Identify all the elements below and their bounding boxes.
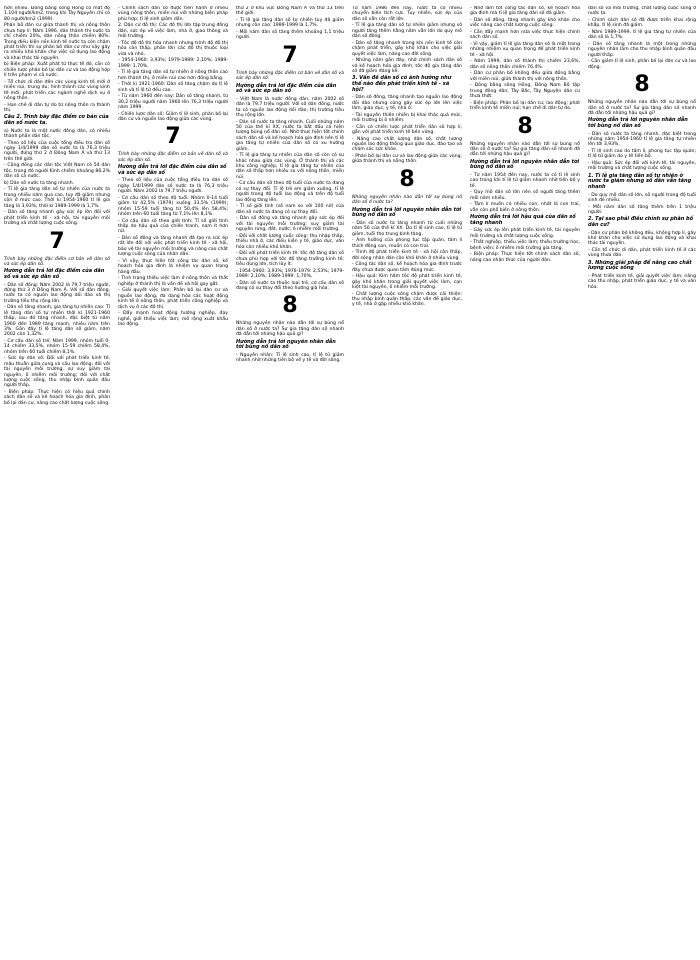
paragraph: - Nguyên nhân: Tỉ lệ sinh cao, tỉ lệ tử giảm nhanh nhờ những tiến bộ về y tế và đời sống.	[236, 352, 344, 364]
paragraph: b) Dân số nước ta tăng nhanh.	[4, 180, 75, 186]
text-column-1	[4, 6, 110, 956]
paragraph: - Do quy mô dân số lớn, số người trong độ tuổi sinh đẻ nhiều.	[588, 192, 696, 204]
paragraph: - Năm 1999, dân số thành thị chiếm 23,6%, dân số nông thôn chiếm 76,4%.	[470, 59, 580, 70]
text-column-6	[588, 6, 696, 956]
paragraph: - Chính sách dân số đã được triển khai rộng khắp, tỉ lệ sinh đã giảm.	[588, 18, 696, 29]
text-column-2	[118, 6, 228, 956]
paragraph: dân số và môi trường, chất lượng cuộc sống ở nước ta.	[588, 6, 696, 17]
paragraph: - Việt Nam là nước đông dân, năm 2002 số dân là 79,7 triệu người. Với số dân đông, nước ta có nguồn lao động dồi dào, thị trường tiêu thụ rộng lớn.	[236, 96, 344, 119]
paragraph: - Tỉ lệ gia tăng tự nhiên của dân số còn có sự khác nhau giữa các vùng. Ở thành thị và các khu công nghiệp, tỉ lệ gia tăng tự nhiên của dân số thấp hơn nhiều so với nông thôn, miền núi.	[236, 153, 344, 180]
section-heading: Hướng dẫn trả lời đặc điểm của dân số và sức ép dân số	[236, 82, 337, 95]
paragraph: - Biện pháp: Phân bố lại dân cư, lao động; phát triển kinh tế miền núi; hạn chế di dân tự do.	[470, 100, 580, 112]
section-heading: Hướng dẫn trả lời hậu quả của dân số tăng nhanh	[470, 214, 576, 226]
paragraph: - Theo số liệu của cuộc tổng điều tra dân số ngày 1/4/1999 dân số nước ta là 76,3 triệu người. Năm 2002 là 79,7 triệu người.	[118, 178, 228, 195]
paragraph: - Theo số liệu của cuộc tổng điều tra dân số ngày 1/4/1999 dân số nước ta là 76,3 triệu người, đứng thứ 2 ở Đông Nam Á và thứ 13 trên thế giới.	[4, 140, 110, 162]
paragraph: - Vì vậy, thực hiện tốt công tác dân số, kế hoạch hóa gia đình là nhiệm vụ quan trọng hàng đầu.	[118, 258, 228, 275]
paragraph: - Hậu quả: Kìm hãm tốc độ phát triển kinh tế, gây khó khăn trong giải quyết việc làm, cạn kiệt tài nguyên, ô nhiễm môi trường.	[352, 274, 462, 291]
paragraph: - Dân số nước ta tăng nhanh từ cuối những năm 50 của thế kỉ XX. Do tỉ lệ sinh cao, tỉ lệ tử giảm, tuổi thọ trung bình tăng.	[352, 220, 462, 237]
paragraph: - Tâm lí muốn có nhiều con, nhất là con trai, vẫn còn phổ biến ở nông thôn.	[470, 202, 580, 213]
paragraph: - Tài nguyên thiên nhiên bị khai thác quá mức, môi trường bị ô nhiễm.	[352, 112, 462, 124]
section-heading: 1. Tỉ lệ gia tăng dân số tự nhiên ở nước ta giảm nhưng số dân vẫn tăng nhanh	[588, 172, 692, 191]
paragraph: 2. Dân cư đô thị: Các đô thị lớn tập trung đông dân, sức ép về việc làm, nhà ở, giao thông và môi trường.	[118, 23, 228, 40]
section-number: 7	[49, 228, 65, 254]
paragraph: Những nguyên nhân nào dẫn tới sự bùng nổ dân số ở nước ta? Sự gia tăng dân số nhanh đã dẫn tới những hậu quả gì?	[470, 141, 580, 158]
paragraph: - Từ năm 1954 đến nay, nước ta có tỉ lệ sinh cao trong khi tỉ lệ tử giảm nhanh nhờ tiến bộ y tế.	[470, 173, 580, 189]
paragraph: - Thời kì 1921-1960: Dân số tăng chậm do tỉ lệ sinh và tỉ lệ tử đều cao.	[118, 82, 228, 93]
section-number: 8	[399, 166, 415, 192]
paragraph: - Chất lượng cuộc sống chậm được cải thiện: thu nhập bình quân thấp, các vấn đề giáo dục, y tế, nhà ở gặp nhiều khó khăn.	[352, 291, 462, 308]
section-heading: Câu 2. Trình bày đặc điểm cơ bản của dân số nước ta.	[4, 114, 109, 127]
paragraph: - Dân cư phân bố không đều, không hợp lí, gây khó khăn cho việc sử dụng lao động và khai thác tài nguyên.	[588, 230, 696, 247]
paragraph: b) Biện pháp: Xuất phát từ thực tế đó, cần có chiến lược phân bố lại dân cư và lao động hợp lí trên phạm vi cả nước.	[4, 62, 110, 79]
paragraph: - Biện pháp: Thực hiện có hiệu quả chính sách dân số và kế hoạch hóa gia đình, phân bố lại dân cư, nâng cao chất lượng cuộc sống.	[4, 389, 110, 406]
paragraph: - Tình trạng thiếu việc làm ở nông thôn và thất nghiệp ở thành thị là vấn đề xã hội gay gắt.	[118, 276, 228, 287]
paragraph: - Sức ép dân số: Đối với phát triển kinh tế, mâu thuẫn giữa cung và cầu lao động; đối với tài nguyên môi trường, sự suy giảm tài nguyên, ô nhiễm môi trường; đối với chất lượng cuộc sống, thu nhập bình quân đầu người thấp.	[4, 356, 110, 389]
paragraph: - Cơ cấu dân số theo độ tuổi của nước ta đang có sự thay đổi. Tỉ lệ trẻ em giảm xuống, tỉ lệ người trong độ tuổi lao động và trên độ tuổi lao động tăng lên.	[236, 181, 344, 203]
paragraph: - Cơ cấu dân số theo độ tuổi: Nhóm 0-14 tuổi giảm từ 42,5% (1979) xuống 33,5% (1999); nhóm 15-59 tuổi tăng từ 50,4% lên 58,4%; nhóm trên 60 tuổi tăng từ 7,1% lên 8,1%.	[118, 195, 228, 218]
paragraph: - Đối với chất lượng cuộc sống: thu nhập thấp, thiếu nhà ở, các điều kiện y tế, giáo dục, văn hóa còn nhiều khó khăn.	[236, 233, 344, 250]
paragraph: - Cần tổ chức di dân, phát triển kinh tế ở các vùng thưa dân.	[588, 248, 696, 259]
paragraph: - Cần giảm tỉ lệ sinh, phân bố lại dân cư và lao động.	[588, 59, 696, 70]
paragraph: - Tỉ lệ gia tăng dân số tự nhiên của nước ta trong nhiều năm qua cao, tuy đã giảm nhưng còn ở mức cao. Thời kì 1954-1960 tỉ lệ gia tăng là 3,93%; thời kì 1989-1999 là 1,7%.	[4, 187, 110, 209]
paragraph: - Dân số nước ta thuộc loại trẻ, cơ cấu dân số đang có sự thay đổi theo hướng già hóa.	[236, 280, 344, 291]
paragraph: - Gây sức ép lên phát triển kinh tế, tài nguyên môi trường và chất lượng cuộc sống.	[470, 228, 580, 239]
paragraph: - Dân cư phân bố không đều giữa đồng bằng với miền núi, giữa thành thị với nông thôn.	[470, 71, 580, 82]
paragraph: - Tỉ số giới tính (số nam so với 100 nữ) của dân số nước ta đang có sự thay đổi.	[236, 204, 344, 215]
paragraph: - Phát triển kinh tế, giải quyết việc làm, nâng cao thu nhập, phát triển giáo dục, y tế và văn hóa.	[588, 274, 696, 290]
section-number: 8	[282, 293, 298, 319]
paragraph: - Chiến lược dân số: Giảm tỉ lệ sinh, phân bố lại dân cư và nguồn lao động giữa các vùng.	[118, 111, 228, 123]
paragraph: - Ảnh hưởng của phong tục tập quán, tâm lí thích đông con, muốn có con trai.	[352, 238, 462, 249]
paragraph: - Dân số nước ta tăng nhanh, đặc biệt trong những năm 1954-1960 tỉ lệ gia tăng tự nhiên lên tới 3,93%.	[588, 131, 696, 148]
paragraph: - Đối với phát triển kinh tế: tốc độ tăng dân số chưa phù hợp với tốc độ tăng trưởng kinh tế; tiêu dùng lớn, tích lũy ít.	[236, 251, 344, 267]
paragraph: - Tổ chức di dân đến các vùng kinh tế mới ở miền núi, trung du; hình thành các vùng kinh tế mới, phát triển các ngành nghề dịch vụ ở nông thôn.	[4, 79, 110, 102]
paragraph: - Phân bố lại dân cư và lao động giữa các vùng, giữa thành thị và nông thôn.	[352, 154, 462, 165]
paragraph: - Giải quyết việc làm: Phân bố lại dân cư và nguồn lao động, đa dạng hóa các hoạt động kinh tế ở nông thôn, phát triển công nghiệp và dịch vụ ở các đô thị.	[118, 288, 228, 310]
paragraph: - Tỉ lệ gia tăng dân số tự nhiên giảm nhưng số người tăng thêm hằng năm vẫn lớn do quy mô dân số đông.	[352, 23, 462, 40]
paragraph: - Mỗi năm dân số tăng thêm trên 1 triệu người.	[588, 204, 696, 216]
paragraph: - Đồng bằng sông Hồng, Đông Nam Bộ tập trung đông dân; Tây Bắc, Tây Nguyên dân cư thưa thớt.	[470, 83, 580, 100]
paragraph: - Dân số tăng nhanh trong khi nền kinh tế còn chậm phát triển, gây khó khăn cho việc giải quyết việc làm, nâng cao đời sống.	[352, 40, 462, 57]
section-number: 7	[282, 42, 298, 68]
paragraph: - Cơ cấu dân số trẻ: Năm 1999, nhóm tuổi 0-14 chiếm 33,5%, nhóm 15-59 chiếm 58,4%, nhóm trên 60 tuổi chiếm 8,1%.	[4, 338, 110, 355]
paragraph: a) Nước ta là một nước đông dân, có nhiều thành phần dân tộc.	[4, 128, 110, 140]
question-text: Trình bày những đặc điểm cơ bản về dân số và sức ép dân số.	[4, 256, 110, 267]
paragraph: - Dân số tăng nhanh gây sức ép lớn đối với phát triển kinh tế - xã hội, tài nguyên môi trường và chất lượng cuộc sống.	[4, 210, 110, 227]
paragraph: - Thất nghiệp, thiếu việc làm; thiếu trường học, bệnh viện; ô nhiễm môi trường gia tăng.	[470, 240, 580, 251]
section-heading: Hướng dẫn trả lời đặc điểm của dân số và sức ép dân số	[4, 268, 105, 280]
paragraph: - Tỉ lệ gia tăng dân số tự nhiên ở nông thôn cao hơn thành thị, ở miền núi cao hơn đồng bằng.	[118, 70, 228, 81]
paragraph: - Năm 1989-1999, tỉ lệ gia tăng tự nhiên của dân số là 1,7%.	[588, 30, 696, 41]
paragraph: - Mỗi năm dân số tăng thêm khoảng 1,1 triệu người.	[236, 30, 344, 41]
paragraph: - Tỉ lệ gia tăng dân số tự nhiên tuy đã giảm nhưng còn cao: 1989-1999 là 1,7%.	[236, 18, 344, 29]
paragraph: - Từ năm 1960 đến nay: Dân số tăng nhanh, từ 30,2 triệu người năm 1960 lên 76,3 triệu người năm 1999.	[118, 94, 228, 111]
question-text: Trình bày những đặc điểm cơ bản về dân số và sức ép dân số.	[118, 152, 228, 163]
section-number: 7	[165, 124, 181, 150]
paragraph: - Dân số đông, tăng nhanh tạo nguồn lao động dồi dào nhưng cũng gây sức ép lớn lên việc làm, giáo dục, y tế, nhà ở.	[352, 95, 462, 112]
paragraph: Phân bố dân cư giữa thành thị và nông thôn chưa hợp lí: Năm 1996, dân thành thị nước ta chỉ chiếm 20%, dân nông thôn chiếm 80%. Trong điều kiện nền kinh tế nước ta còn chậm phát triển thì sự phân bố dân cư như vậy gây ra nhiều khó khăn cho việc sử dụng lao động và khai thác tài nguyên.	[4, 23, 110, 61]
paragraph: - Cộng đồng các dân tộc Việt Nam có 54 dân tộc, trong đó người Kinh chiếm khoảng 86,2% dân số cả nước.	[4, 163, 110, 180]
section-number: 8	[517, 113, 533, 139]
paragraph: - Dân số đông, tăng nhanh gây khó khăn cho việc nâng cao chất lượng cuộc sống.	[470, 18, 580, 29]
section-heading: Hướng dẫn trả lời nguyên nhân dẫn tới bùng nổ dân số	[588, 117, 688, 130]
paragraph: - Đẩy mạnh hoạt động hướng nghiệp, dạy nghề, giới thiệu việc làm; mở rộng xuất khẩu lao động.	[118, 311, 228, 327]
paragraph: Những nguyên nhân nào dẫn tới sự bùng nổ dân số ở nước ta? Sự gia tăng dân số nhanh đã dẫn tới những hậu quả gì?	[588, 100, 696, 117]
paragraph: - Tốc độ đô thị hóa nhanh nhưng trình độ đô thị hóa còn thấp, phần lớn các đô thị thuộc loại vừa và nhỏ.	[118, 40, 228, 57]
paragraph: - Vì vậy, giảm tỉ lệ gia tăng dân số là một trong những nhiệm vụ quan trọng để phát triển kinh tế - xã hội.	[470, 42, 580, 58]
paragraph: - Dân số tăng nhanh là một trong những nguyên nhân làm cho thu nhập bình quân đầu người thấp.	[588, 42, 696, 58]
paragraph: thứ 2 ở khu vực Đông Nam Á và thứ 13 trên thế giới.	[236, 6, 344, 17]
text-column-5	[470, 6, 580, 956]
paragraph: - Quy mô dân số lớn nên số người tăng thêm mỗi năm nhiều.	[470, 190, 580, 201]
paragraph: - 1954-1960: 3,93%; 1976-1979: 2,53%; 1979-1989: 2,10%; 1989-1999: 1,70%.	[236, 268, 344, 279]
text-column-3	[236, 6, 344, 956]
paragraph: - Trình độ phát triển kinh tế - xã hội còn thấp, đời sống nhân dân còn khó khăn ở nhiều vùng.	[352, 250, 462, 261]
paragraph: - Những năm gần đây, nhờ chính sách dân số và kế hoạch hóa gia đình, tốc độ gia tăng dân số đã giảm đáng kể.	[352, 58, 462, 75]
paragraph: - Cần có chiến lược phát triển dân số hợp lí, gắn với phát triển kinh tế bền vững.	[352, 124, 462, 136]
paragraph: - Công tác dân số, kế hoạch hóa gia đình trước đây chưa được quan tâm đúng mức.	[352, 262, 462, 273]
paragraph: - Chính sách dân số được tiến hành ở nhiều vùng nông thôn, miền núi với những biện pháp phù hợp; tỉ lệ sinh giảm dần.	[118, 6, 228, 22]
paragraph: - Biện pháp: Thực hiện tốt chính sách dân số, nâng cao nhận thức của người dân.	[470, 252, 580, 263]
paragraph: Từ năm 1986 đến nay, nước ta có nhiều chuyển biến tích cực. Tuy nhiên, sức ép của dân số vẫn còn rất lớn.	[352, 6, 462, 22]
paragraph: - Dân số tăng nhanh, gia tăng tự nhiên cao: Tỉ lệ tăng dân số tự nhiên thời kì 1921-1960 thấp, sau đó tăng nhanh, đặc biệt từ năm 1960 đến 1989 tăng mạnh, nhiều năm trên 3%. Gần đây tỉ lệ tăng dân số giảm, năm 2002 còn 1,32%.	[4, 305, 110, 338]
section-heading: Hướng dẫn trả lời nguyên nhân dẫn tới bùng nổ dân số	[352, 206, 462, 219]
paragraph: - Dân số đông và tăng nhanh đã tạo ra sức ép rất lớn đối với việc phát triển kinh tế - xã hội, bảo vệ tài nguyên môi trường và nâng cao chất lượng cuộc sống của nhân dân.	[118, 236, 228, 258]
paragraph: hơn nhiều. Đồng bằng sông Hồng có mật độ 1.104 người/km2, trong khi Tây Nguyên chỉ có 80 người/km2 (1999).	[4, 6, 110, 22]
paragraph: - Hậu quả: Sức ép đối với kinh tế, tài nguyên, môi trường và chất lượng cuộc sống.	[588, 161, 696, 172]
question-text: Những nguyên nhân nào dẫn tới sự bùng nổ dân số ở nước ta?	[352, 194, 462, 206]
text-column-4	[352, 6, 462, 956]
paragraph: - Dân số đông và tăng nhanh gây sức ép đối với tài nguyên môi trường: suy giảm tài nguyên rừng, đất, nước; ô nhiễm môi trường.	[236, 216, 344, 233]
section-heading: 2. Tại sao phải điều chỉnh sự phân bố dân cư?	[588, 216, 694, 229]
paragraph: - Tỉ lệ sinh cao do tâm lí, phong tục tập quán; tỉ lệ tử giảm do y tế tiến bộ.	[588, 149, 696, 160]
paragraph: - 1954-1960: 3,93%; 1979-1989: 2,10%; 1989-1999: 1,70%.	[118, 58, 228, 69]
paragraph: - Dân số nước ta tăng nhanh. Cuối những năm 50 của thế kỉ XX, nước ta bắt đầu có hiện tượng bùng nổ dân số. Nhờ thực hiện tốt chính sách dân số và kế hoạch hóa gia đình nên tỉ lệ gia tăng tự nhiên của dân số có xu hướng giảm.	[236, 119, 344, 152]
section-heading: Hướng dẫn trả lời đặc điểm của dân số và sức ép dân số	[118, 164, 227, 176]
section-number: 8	[634, 72, 650, 98]
paragraph: - Nhờ làm tốt công tác dân số, kế hoạch hóa gia đình mà tỉ lệ gia tăng dân số đã giảm.	[470, 6, 580, 17]
section-heading: Hướng dẫn trả lời nguyên nhân dẫn tới bùng nổ dân số	[236, 338, 336, 351]
paragraph: - Cần đẩy mạnh hơn nữa việc thực hiện chính sách dân số.	[470, 30, 580, 41]
paragraph: Những nguyên nhân nào dẫn tới sự bùng nổ dân số ở nước ta? Sự gia tăng dân số nhanh đã dẫn tới những hậu quả gì?	[236, 321, 344, 338]
paragraph: - Hạn chế di dân tự do từ nông thôn ra thành thị.	[4, 102, 110, 114]
paragraph: - Dân số đông: Năm 2002 là 79,7 triệu người, đứng thứ 3 ở Đông Nam Á. Với số dân đông, nước ta có nguồn lao động dồi dào và thị trường tiêu thụ rộng lớn.	[4, 282, 110, 304]
paragraph: - Nâng cao chất lượng dân số, chất lượng nguồn lao động thông qua giáo dục, đào tạo và chăm sóc sức khỏe.	[352, 136, 462, 153]
section-heading: 3. Những giải pháp để nâng cao chất lượng cuộc sống	[588, 259, 692, 272]
section-heading: 3. Vấn đề dân số có ảnh hưởng như thế nào đến phát triển kinh tế - xã hội?	[352, 75, 452, 93]
question-text: Trình bày những đặc điểm cơ bản về dân số và sức ép dân số.	[236, 70, 344, 82]
section-heading: Hướng dẫn trả lời nguyên nhân dẫn tới bùng nổ dân số	[470, 158, 580, 171]
paragraph: - Cơ cấu dân số theo giới tính: Tỉ số giới tính thấp do hậu quả của chiến tranh, nam ít hơn nữ.	[118, 218, 228, 235]
